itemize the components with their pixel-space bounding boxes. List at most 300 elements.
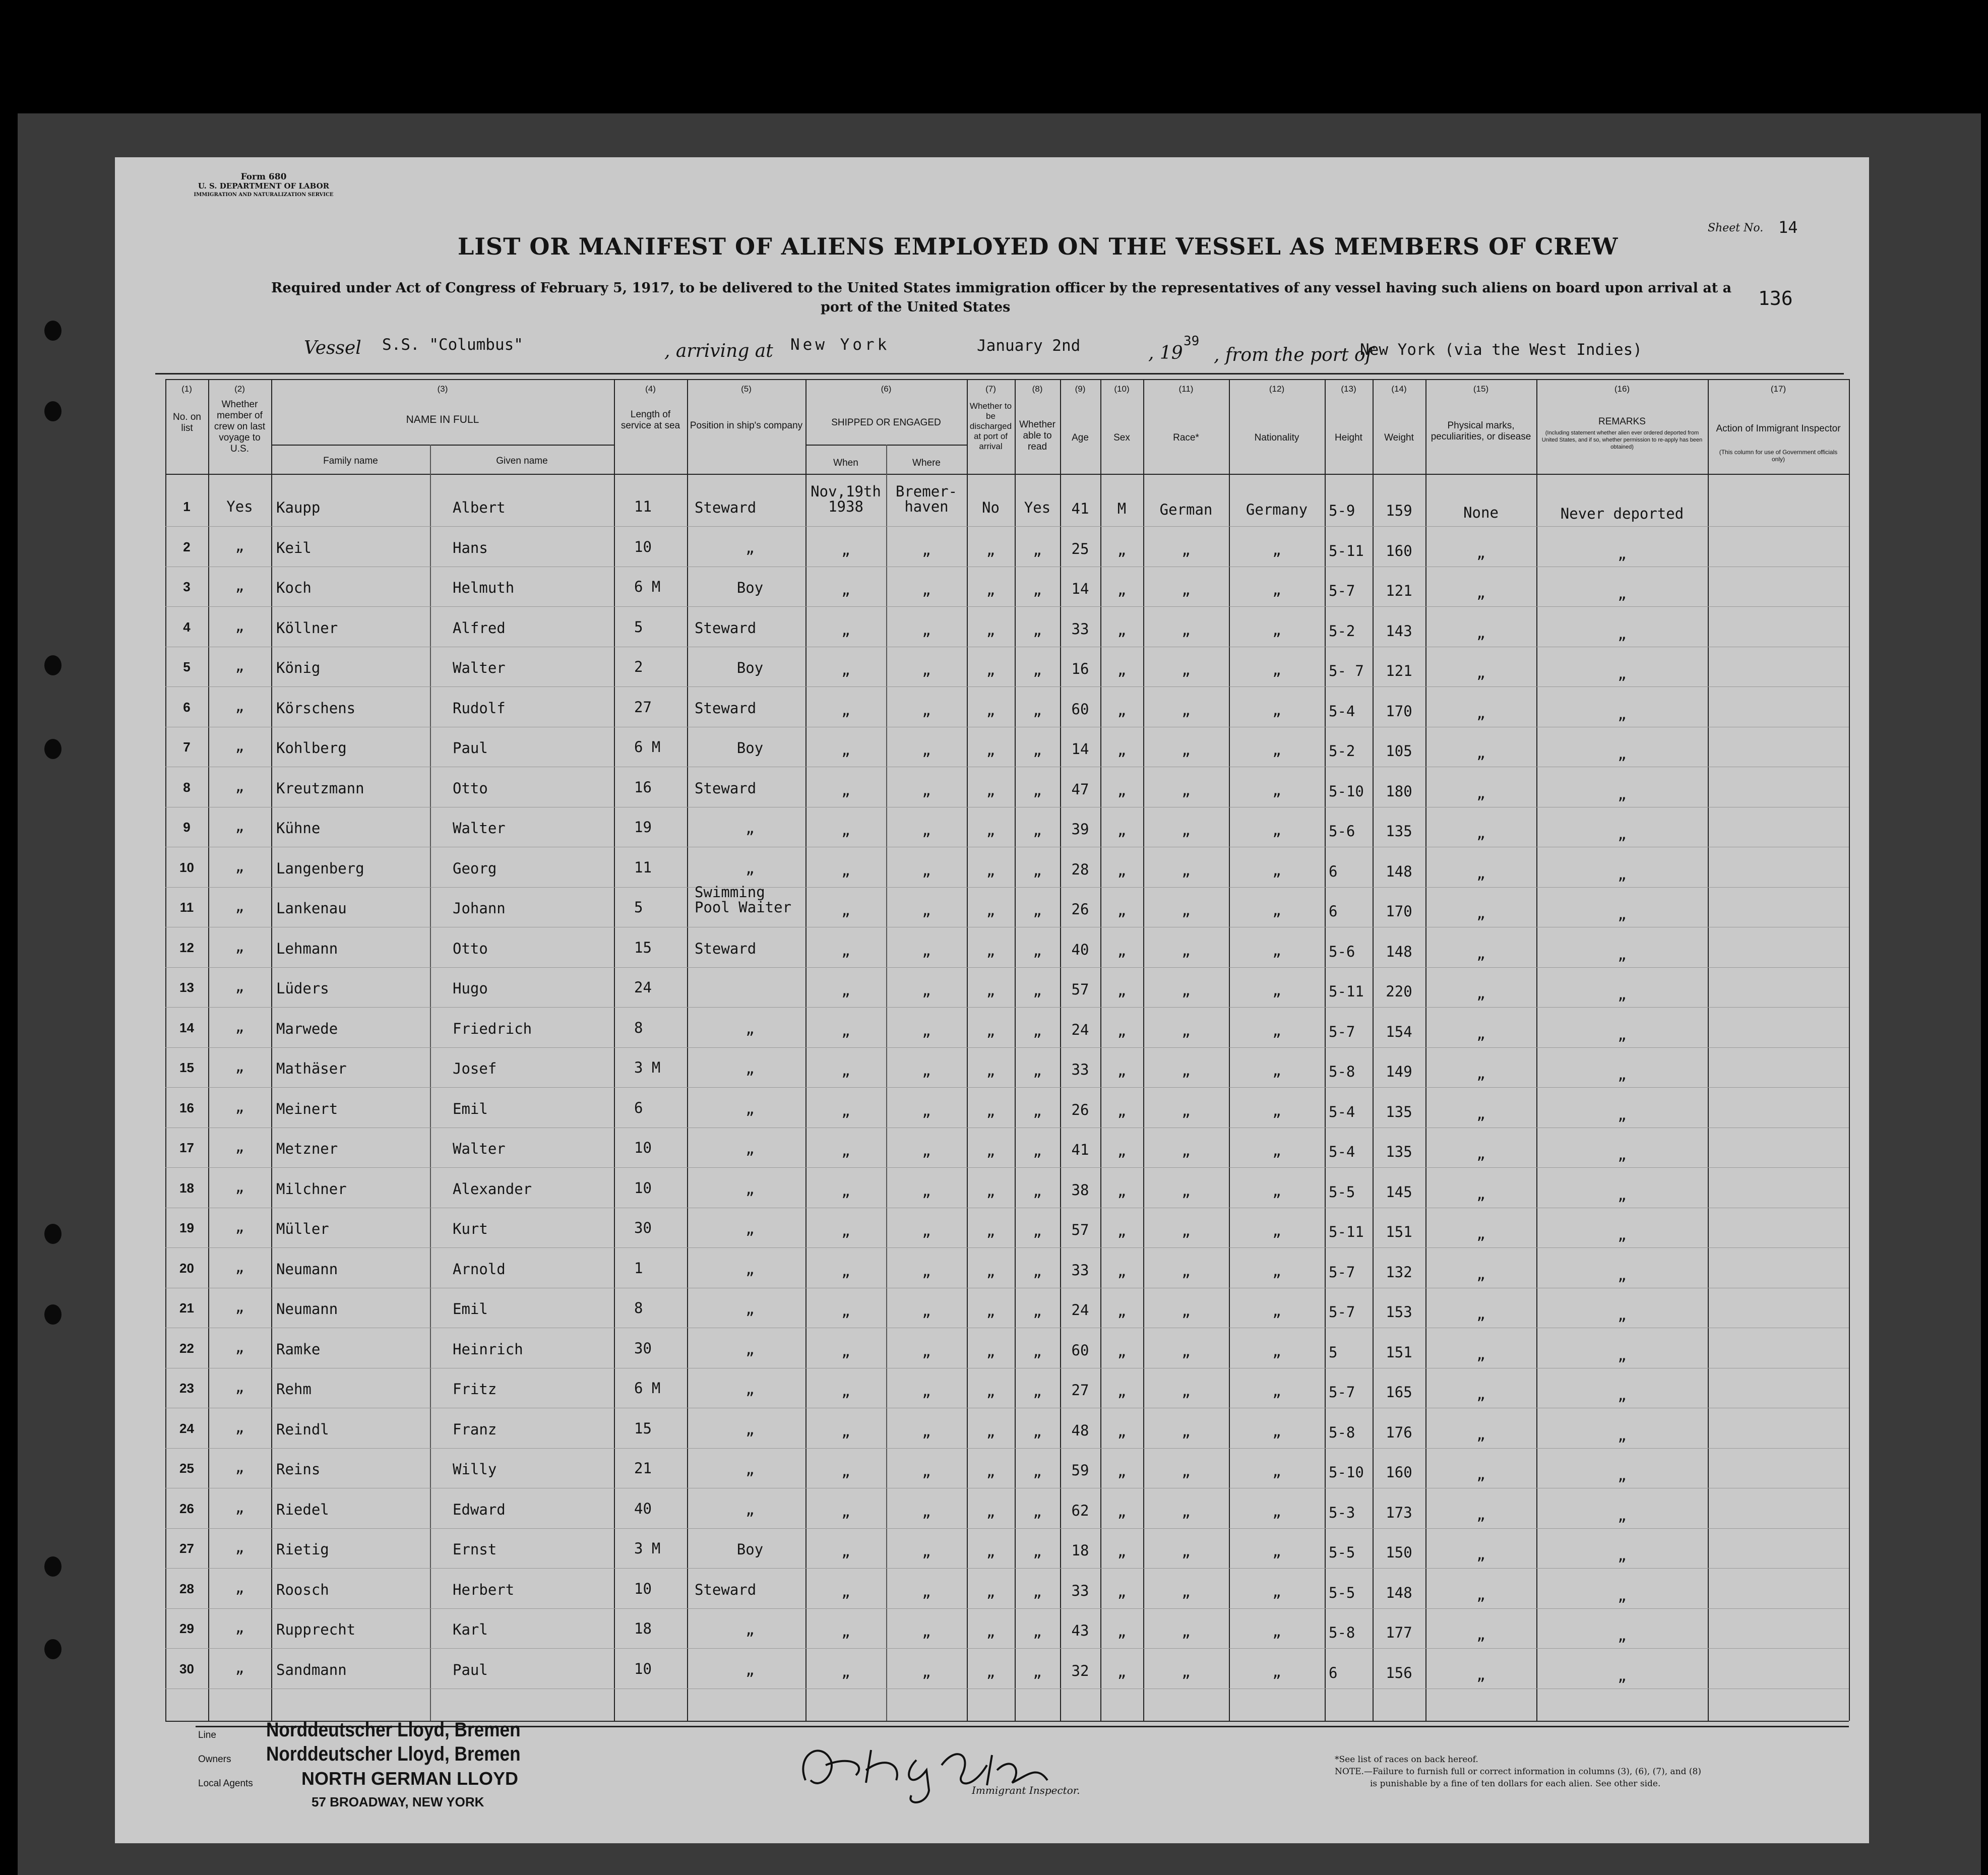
cell-read: „: [1033, 1022, 1042, 1039]
cell-remarks: „: [1618, 1226, 1627, 1243]
row-separator: [165, 1167, 1849, 1168]
cell-last-voyage: „: [235, 938, 244, 955]
cell-sex: „: [1117, 661, 1127, 678]
cell-weight: 159: [1386, 502, 1412, 519]
cell-when: „: [841, 741, 850, 759]
col-num-6: (6): [881, 384, 892, 394]
cell-where: „: [922, 1302, 931, 1320]
cell-position: Swimming Pool Waiter: [695, 884, 792, 916]
cell-given: Rudolf: [453, 699, 506, 717]
cell-read: Yes: [1024, 499, 1051, 516]
cell-family: Keil: [276, 539, 312, 556]
col-num-14: (14): [1391, 384, 1407, 394]
col-num-10: (10): [1114, 384, 1130, 394]
cell-read: „: [1033, 1302, 1042, 1320]
cell-race: „: [1182, 1583, 1191, 1600]
cell-no: 9: [183, 820, 191, 835]
cell-last-voyage: „: [235, 537, 244, 554]
cell-read: „: [1033, 822, 1042, 839]
cell-remarks: Never deported: [1560, 505, 1684, 522]
cell-height: 5-10: [1329, 782, 1364, 800]
cell-marks: None: [1463, 504, 1499, 521]
cell-given: Edward: [453, 1501, 506, 1518]
col-num-9: (9): [1075, 384, 1086, 394]
cell-family: Neumann: [276, 1260, 338, 1278]
cell-where: „: [922, 1543, 931, 1560]
cell-discharged: „: [986, 942, 996, 959]
cell-family: Lüders: [276, 980, 329, 997]
cell-remarks: „: [1618, 1467, 1627, 1484]
cell-where: „: [922, 541, 931, 558]
cell-position: „: [746, 1100, 755, 1117]
cell-family: Kaupp: [276, 499, 321, 516]
cell-read: „: [1033, 581, 1042, 598]
cell-weight: 148: [1386, 943, 1412, 960]
cell-marks: „: [1476, 1265, 1485, 1283]
cell-height: 5-8: [1329, 1423, 1355, 1441]
header-physical-marks: Physical marks, peculiarities, or disease: [1431, 420, 1531, 442]
cell-family: Kreutzmann: [276, 779, 364, 797]
cell-remarks: „: [1618, 1667, 1627, 1684]
cell-nationality: Germany: [1246, 501, 1308, 518]
cell-age: 33: [1071, 1261, 1089, 1279]
cell-sex: „: [1117, 1463, 1127, 1480]
cell-where: „: [922, 661, 931, 678]
cell-discharged: „: [986, 1302, 996, 1320]
cell-read: „: [1033, 1383, 1042, 1400]
cell-marks: „: [1476, 864, 1485, 882]
col-line: [271, 379, 272, 1721]
cell-age: 27: [1071, 1382, 1089, 1399]
cell-marks: „: [1476, 825, 1485, 842]
cell-height: 5-3: [1329, 1504, 1355, 1521]
cell-age: 38: [1071, 1181, 1089, 1199]
cell-remarks: „: [1618, 946, 1627, 963]
cell-marks: „: [1476, 1626, 1485, 1643]
cell-where: „: [922, 701, 931, 719]
cell-age: 18: [1071, 1542, 1089, 1559]
cell-service: 8: [634, 1299, 643, 1317]
header-family-name: Family name: [323, 456, 378, 466]
cell-weight: 135: [1386, 1143, 1412, 1160]
cell-read: „: [1033, 1182, 1042, 1200]
col-num-17: (17): [1770, 384, 1786, 394]
cell-position: „: [746, 539, 755, 556]
cell-weight: 150: [1386, 1544, 1412, 1561]
cell-race: „: [1182, 781, 1191, 799]
cell-sex: „: [1117, 1182, 1127, 1200]
cell-nationality: „: [1272, 1302, 1281, 1320]
col-num-7: (7): [985, 384, 996, 394]
cell-when: „: [841, 902, 850, 919]
cell-age: 57: [1071, 1221, 1089, 1238]
inspector-signature: [790, 1735, 1073, 1810]
cell-nationality: „: [1272, 621, 1281, 639]
cell-discharged: „: [986, 581, 996, 598]
col-line: [614, 379, 615, 1721]
cell-family: König: [276, 659, 321, 676]
cell-position: „: [746, 1340, 755, 1358]
col-line: [1849, 379, 1850, 1721]
cell-height: 6: [1329, 862, 1338, 880]
cell-given: Willy: [453, 1461, 497, 1478]
cell-no: 19: [179, 1220, 194, 1235]
header-last-voyage: Whether member of crew on last voyage to U.S.: [214, 399, 266, 454]
penalty-note-continued: is punishable by a fine of ten dollars for each alien. See other side.: [1370, 1779, 1661, 1789]
cell-weight: 160: [1386, 542, 1412, 559]
cell-service: 5: [634, 899, 643, 916]
cell-discharged: „: [986, 822, 996, 839]
cell-given: Arnold: [453, 1260, 506, 1278]
cell-sex: „: [1117, 621, 1127, 639]
punch-hole: [44, 401, 61, 421]
cell-discharged: „: [986, 902, 996, 919]
row-separator: [165, 686, 1849, 687]
cell-read: „: [1033, 1102, 1042, 1119]
cell-given: Friedrich: [453, 1020, 532, 1037]
cell-no: 10: [179, 859, 194, 875]
cell-family: Reindl: [276, 1420, 329, 1438]
cell-where: „: [922, 1222, 931, 1239]
cell-position: Boy: [736, 1541, 764, 1558]
cell-weight: 135: [1386, 823, 1412, 840]
cell-given: Otto: [453, 779, 488, 797]
cell-marks: „: [1476, 1185, 1485, 1203]
cell-where: „: [922, 1142, 931, 1159]
cell-marks: „: [1476, 1105, 1485, 1122]
cell-marks: „: [1476, 1666, 1485, 1683]
cell-family: Milchner: [276, 1180, 347, 1198]
cell-nationality: „: [1272, 1623, 1281, 1640]
cell-family: Kühne: [276, 820, 321, 837]
year-prefix: , 19: [1148, 343, 1183, 363]
cell-service: 30: [634, 1339, 652, 1357]
punch-hole: [44, 1224, 61, 1244]
penalty-note: NOTE.—Failure to furnish full or correct information in columns (3), (6), (7), and (8): [1335, 1767, 1701, 1777]
col-line: [687, 379, 688, 1721]
cell-when: „: [841, 1302, 850, 1320]
cell-read: „: [1033, 621, 1042, 639]
cell-family: Ramke: [276, 1340, 321, 1358]
cell-no: 18: [179, 1180, 194, 1196]
header-rule: [155, 373, 1844, 374]
cell-read: „: [1033, 1583, 1042, 1600]
header-shipped-or-engaged: SHIPPED OR ENGAGED: [831, 417, 941, 428]
cell-weight: 180: [1386, 782, 1412, 800]
cell-height: 5-8: [1329, 1063, 1355, 1080]
cell-family: Rupprecht: [276, 1621, 356, 1638]
cell-remarks: „: [1618, 986, 1627, 1003]
cell-given: Otto: [453, 940, 488, 957]
cell-discharged: „: [986, 1503, 996, 1520]
cell-position: „: [746, 1420, 755, 1438]
arriving-label: , arriving at: [664, 341, 773, 361]
cell-marks: „: [1476, 1305, 1485, 1323]
cell-nationality: „: [1272, 861, 1281, 879]
cell-where: „: [922, 621, 931, 639]
inspector-label: Immigrant Inspector.: [972, 1784, 1080, 1796]
cell-when: „: [841, 982, 850, 999]
cell-position: Steward: [695, 619, 757, 637]
cell-marks: „: [1476, 1386, 1485, 1403]
cell-nationality: „: [1272, 1102, 1281, 1119]
cell-nationality: „: [1272, 1062, 1281, 1079]
cell-no: 23: [179, 1381, 194, 1396]
cell-given: Alexander: [453, 1180, 532, 1198]
cell-sex: „: [1117, 1302, 1127, 1320]
line-stamp: Norddeutscher Lloyd, Bremen: [266, 1719, 521, 1741]
header-given-name: Given name: [496, 456, 548, 466]
header-nationality: Nationality: [1254, 432, 1299, 443]
cell-position: „: [746, 820, 755, 837]
cell-sex: „: [1117, 942, 1127, 959]
row-separator: [165, 967, 1849, 968]
cell-sex: „: [1117, 741, 1127, 759]
cell-remarks: „: [1618, 826, 1627, 843]
cell-given: Hans: [453, 539, 488, 556]
cell-weight: 154: [1386, 1023, 1412, 1040]
cell-remarks: „: [1618, 545, 1627, 562]
cell-last-voyage: Yes: [226, 498, 253, 515]
col-line: [1325, 379, 1326, 1721]
cell-service: 19: [634, 819, 652, 836]
cell-nationality: „: [1272, 701, 1281, 719]
cell-position: Steward: [695, 1581, 757, 1598]
cell-last-voyage: „: [235, 1218, 244, 1235]
cell-remarks: „: [1618, 906, 1627, 923]
owners-stamp: Norddeutscher Lloyd, Bremen: [266, 1743, 521, 1765]
cell-age: 43: [1071, 1622, 1089, 1639]
cell-no: 6: [183, 699, 191, 715]
cell-position: „: [746, 1461, 755, 1478]
cell-position: Boy: [736, 579, 764, 596]
cell-where: Bremer- haven: [895, 483, 958, 515]
cell-remarks: „: [1618, 1026, 1627, 1043]
cell-marks: „: [1476, 784, 1485, 802]
cell-race: „: [1182, 1503, 1191, 1520]
cell-given: Heinrich: [453, 1340, 523, 1358]
cell-read: „: [1033, 1543, 1042, 1560]
cell-height: 5-8: [1329, 1624, 1355, 1641]
cell-family: Müller: [276, 1220, 329, 1237]
cell-where: „: [922, 781, 931, 799]
cell-service: 15: [634, 939, 652, 956]
cell-where: „: [922, 1503, 931, 1520]
cell-given: Josef: [453, 1060, 497, 1077]
cell-age: 48: [1071, 1421, 1089, 1439]
subtitle-line2: port of the United States: [821, 299, 1011, 315]
line-label: Line: [198, 1730, 216, 1740]
cell-race: „: [1182, 1623, 1191, 1640]
races-note: *See list of races on back hereof.: [1335, 1755, 1478, 1765]
manifest-title: LIST OR MANIFEST OF ALIENS EMPLOYED ON THE VESSEL AS MEMBERS OF CREW: [458, 233, 1619, 260]
cell-nationality: „: [1272, 1422, 1281, 1440]
service-name: IMMIGRATION AND NATURALIZATION SERVICE: [194, 192, 334, 198]
cell-race: „: [1182, 1302, 1191, 1320]
cell-family: Rehm: [276, 1381, 312, 1398]
cell-race: „: [1182, 701, 1191, 719]
cell-height: 5-11: [1329, 983, 1364, 1000]
cell-when: „: [841, 942, 850, 959]
header-length-of-service: Length of service at sea: [620, 409, 680, 431]
cell-family: Marwede: [276, 1020, 338, 1037]
cell-last-voyage: „: [235, 697, 244, 715]
cell-family: Reins: [276, 1461, 321, 1478]
cell-discharged: „: [986, 541, 996, 558]
cell-remarks: „: [1618, 1346, 1627, 1364]
punch-hole: [44, 1556, 61, 1577]
cell-read: „: [1033, 1503, 1042, 1520]
cell-service: 3 M: [634, 1540, 661, 1557]
cell-read: „: [1033, 541, 1042, 558]
cell-given: Herbert: [453, 1581, 515, 1598]
cell-nationality: „: [1272, 1222, 1281, 1239]
header-when: When: [833, 458, 858, 468]
cell-height: 5-10: [1329, 1464, 1364, 1481]
cell-given: Fritz: [453, 1381, 497, 1398]
cell-no: 2: [183, 539, 191, 554]
cell-marks: „: [1476, 1466, 1485, 1483]
cell-height: 5-4: [1329, 1143, 1355, 1160]
cell-last-voyage: „: [235, 1058, 244, 1075]
cell-last-voyage: „: [235, 577, 244, 594]
cell-discharged: „: [986, 1663, 996, 1680]
cell-where: „: [922, 902, 931, 919]
cell-given: Johann: [453, 900, 506, 917]
cell-weight: 145: [1386, 1183, 1412, 1201]
cell-service: 6: [634, 1099, 643, 1116]
cell-when: „: [841, 1102, 850, 1119]
cell-height: 5-7: [1329, 1303, 1355, 1321]
cell-weight: 165: [1386, 1384, 1412, 1401]
cell-when: „: [841, 1182, 850, 1200]
cell-sex: „: [1117, 1142, 1127, 1159]
cell-service: 18: [634, 1620, 652, 1637]
cell-discharged: „: [986, 1342, 996, 1360]
cell-given: Emil: [453, 1300, 488, 1318]
cell-nationality: „: [1272, 1583, 1281, 1600]
cell-race: „: [1182, 1543, 1191, 1560]
cell-age: 25: [1071, 540, 1089, 557]
cell-family: Neumann: [276, 1300, 338, 1318]
cell-marks: „: [1476, 945, 1485, 962]
cell-family: Metzner: [276, 1140, 338, 1157]
row-separator: [165, 1047, 1849, 1048]
cell-no: 1: [183, 499, 191, 514]
cell-sex: „: [1117, 1383, 1127, 1400]
from-label: , from the port of: [1214, 345, 1372, 365]
cell-height: 5-9: [1329, 502, 1355, 519]
cell-remarks: „: [1618, 785, 1627, 803]
cell-given: Walter: [453, 820, 506, 837]
cell-when: „: [841, 822, 850, 839]
cell-discharged: „: [986, 1623, 996, 1640]
cell-last-voyage: „: [235, 737, 244, 755]
cell-nationality: „: [1272, 902, 1281, 919]
header-remarks: REMARKS: [1598, 416, 1646, 427]
cell-weight: 170: [1386, 702, 1412, 720]
cell-given: Albert: [453, 499, 506, 516]
cell-race: „: [1182, 741, 1191, 759]
cell-race: „: [1182, 942, 1191, 959]
cell-service: 21: [634, 1460, 652, 1477]
cell-sex: „: [1117, 1342, 1127, 1360]
cell-age: 24: [1071, 1301, 1089, 1319]
cell-age: 41: [1071, 1141, 1089, 1158]
cell-family: Koch: [276, 579, 312, 596]
cell-marks: „: [1476, 1546, 1485, 1563]
cell-when: „: [841, 581, 850, 598]
cell-service: 10: [634, 1580, 652, 1597]
cell-discharged: „: [986, 1182, 996, 1200]
cell-nationality: „: [1272, 541, 1281, 558]
cell-family: Lankenau: [276, 900, 347, 917]
cell-service: 5: [634, 618, 643, 636]
cell-age: 60: [1071, 1341, 1089, 1359]
name-subheader-rule: [271, 445, 614, 446]
cell-no: 8: [183, 779, 191, 795]
cell-race: „: [1182, 1102, 1191, 1119]
cell-last-voyage: „: [235, 1459, 244, 1476]
cell-service: 30: [634, 1219, 652, 1236]
cell-where: „: [922, 1383, 931, 1400]
col-num-2: (2): [234, 384, 245, 394]
cell-age: 41: [1071, 500, 1089, 517]
cell-last-voyage: „: [235, 1258, 244, 1276]
cell-weight: 170: [1386, 903, 1412, 920]
cell-age: 47: [1071, 780, 1089, 798]
cell-service: 10: [634, 538, 652, 555]
cell-height: 5: [1329, 1343, 1338, 1361]
cell-position: „: [746, 859, 755, 877]
cell-height: 5-7: [1329, 1263, 1355, 1281]
col-num-3: (3): [437, 384, 448, 394]
cell-last-voyage: „: [235, 657, 244, 674]
cell-nationality: „: [1272, 741, 1281, 759]
cell-given: Ernst: [453, 1541, 497, 1558]
cell-where: „: [922, 741, 931, 759]
cell-position: „: [746, 1300, 755, 1318]
cell-nationality: „: [1272, 1383, 1281, 1400]
row-separator: [165, 1007, 1849, 1008]
cell-when: „: [841, 1142, 850, 1159]
header-where: Where: [912, 458, 941, 468]
cell-race: „: [1182, 1422, 1191, 1440]
cell-last-voyage: „: [235, 898, 244, 915]
cell-discharged: „: [986, 861, 996, 879]
cell-weight: 149: [1386, 1063, 1412, 1080]
cell-no: 17: [179, 1140, 194, 1155]
cell-position: Steward: [695, 779, 757, 797]
cell-family: Kohlberg: [276, 739, 347, 757]
cell-position: Boy: [736, 659, 764, 676]
cell-position: „: [746, 1501, 755, 1518]
header-name-in-full: NAME IN FULL: [406, 414, 479, 425]
cell-read: „: [1033, 1342, 1042, 1360]
cell-sex: „: [1117, 861, 1127, 879]
cell-remarks: „: [1618, 1106, 1627, 1123]
cell-family: Langenberg: [276, 859, 364, 877]
cell-no: 14: [179, 1020, 194, 1035]
cell-family: Roosch: [276, 1581, 329, 1598]
cell-service: 11: [634, 498, 652, 515]
cell-read: „: [1033, 781, 1042, 799]
cell-discharged: „: [986, 1062, 996, 1079]
cell-height: 5-4: [1329, 1103, 1355, 1120]
cell-last-voyage: „: [235, 1018, 244, 1035]
cell-where: „: [922, 1342, 931, 1360]
cell-read: „: [1033, 861, 1042, 879]
